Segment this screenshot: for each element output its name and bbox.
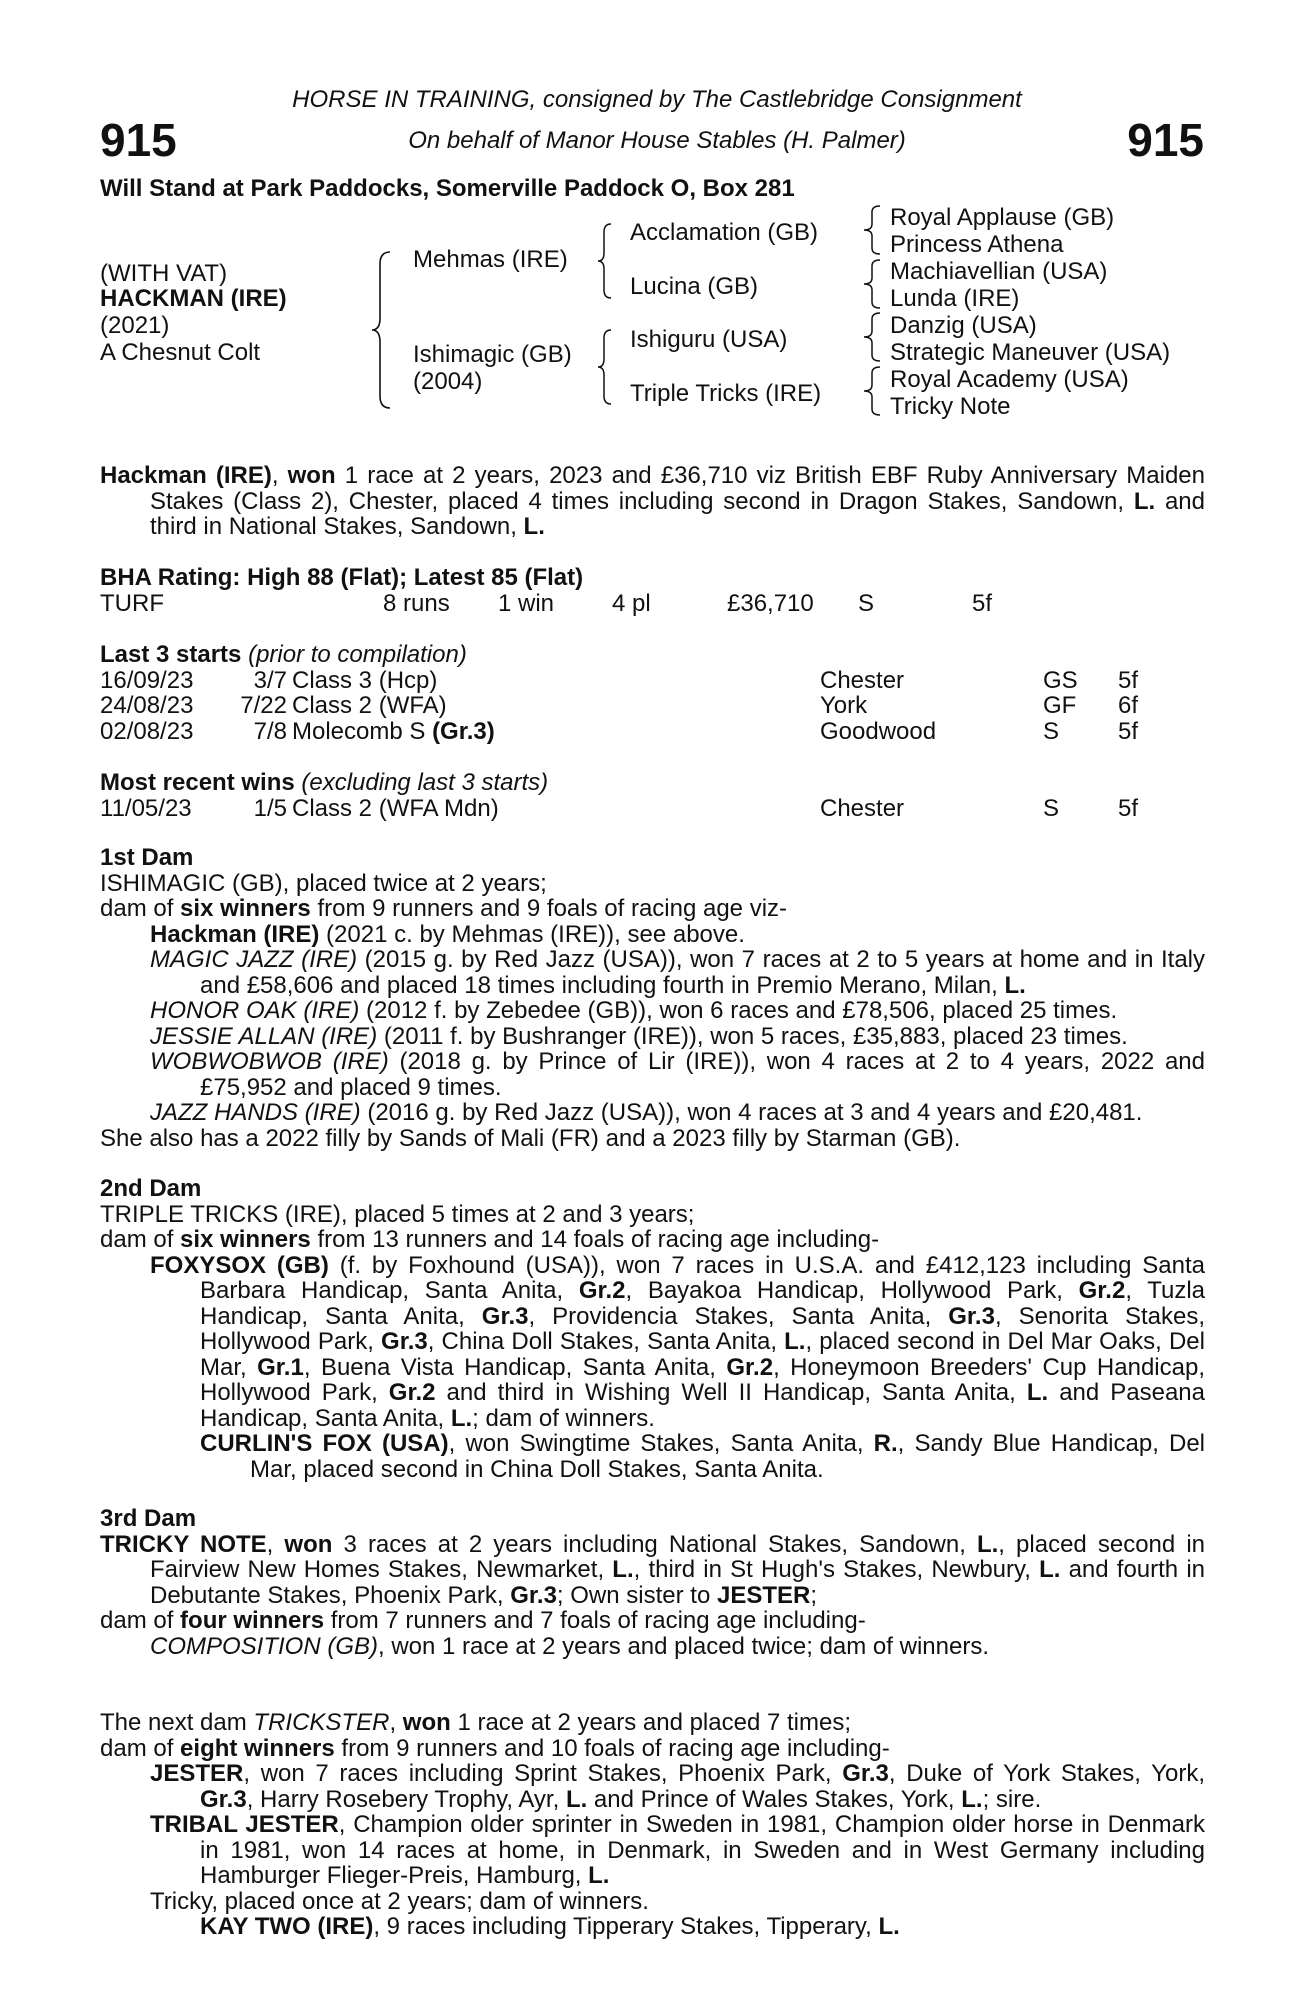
g: Gr.3	[948, 1302, 995, 1330]
rating-wins: 1 win	[498, 589, 555, 617]
win-row: 11/05/23 1/5 Class 2 (WFA Mdn) Chester S 5f	[100, 794, 1139, 822]
winners-count: eight winners	[180, 1734, 335, 1762]
g: L.	[878, 1913, 900, 1940]
brace-dam	[596, 328, 614, 406]
t: , Buena Vista Handicap, Santa Anita,	[303, 1353, 727, 1381]
sire-dam: Lucina (GB)	[630, 273, 759, 300]
offspring-entry	[100, 1253, 1205, 1432]
rating-runs: 8 runs	[383, 589, 450, 617]
offspring-name: HONOR OAK (IRE)	[150, 997, 360, 1024]
offspring-name: FOXYSOX (GB)	[150, 1251, 329, 1279]
t: , Champion older sprinter in Sweden in 1981, Champion older horse in Denmark in 1981, won 14 races at home, in Denmark, in Sweden and in West Germany including Hamburger Flieger-Preis, Hamburg,	[200, 1811, 1205, 1889]
t: , Duke of York Stakes, York,	[888, 1760, 1205, 1787]
offspring-name: JESSIE ALLAN (IRE)	[150, 1022, 378, 1050]
text: dam of	[100, 1607, 181, 1634]
ped-dsd: Strategic Maneuver (USA)	[890, 339, 1171, 366]
g: Gr.2	[1078, 1277, 1126, 1304]
offspring-text: (2016 g. by Red Jazz (USA)), won 4 races at 3 and 4 years and £20,481.	[360, 1099, 1143, 1126]
offspring-entry	[100, 1761, 1205, 1812]
lot-number-left: 915	[100, 114, 177, 166]
sire-sire: Acclamation (GB)	[630, 219, 819, 246]
win-date: 11/05/23	[100, 794, 192, 822]
vat-note: (WITH VAT)	[100, 260, 228, 287]
dam-name: Ishimagic (GB)	[413, 341, 572, 368]
offspring-name: JAZZ HANDS (IRE)	[150, 1099, 361, 1126]
rating-placed: 4 pl	[612, 589, 651, 617]
first-dam-produce-line	[100, 896, 1205, 922]
offspring-name: KAY TWO (IRE)	[200, 1913, 374, 1940]
offspring-name: WOBWOBWOB (IRE)	[150, 1048, 389, 1075]
horse-description: A Chesnut Colt	[100, 339, 261, 366]
summary-listed-2: L.	[523, 513, 545, 540]
recent-wins-section	[100, 770, 1205, 821]
t: and Paseana Handicap, Santa Anita,	[200, 1379, 1205, 1432]
third-dam-line: TRICKY NOTE, won 3 races at 2 years including National Stakes, Sandown, L., placed second in Fairview New Homes Stakes, Newmarket, L., third in St Hugh's Stakes, Newbury, L. and fourth in Debutante Stakes, Phoenix Park, Gr.3; Own sister to JESTER;	[100, 1530, 1206, 1609]
first-dam-title: 1st Dam	[100, 844, 194, 871]
summary-horse-name: Hackman (IRE)	[100, 462, 272, 489]
start-distance: 6f	[1118, 692, 1139, 719]
t: ,	[389, 1709, 403, 1736]
t: , won 7 races including Sprint Stakes, Phoenix Park,	[243, 1760, 843, 1787]
start-distance: 5f	[1118, 666, 1139, 694]
offspring-name: Hackman (IRE)	[150, 920, 320, 948]
start-race-grade: (Gr.3)	[432, 717, 495, 745]
horse-name: HACKMAN (IRE)	[100, 285, 287, 312]
start-course: Goodwood	[820, 717, 937, 745]
rating-section	[100, 565, 1205, 616]
last-starts-note: (prior to compilation)	[241, 641, 467, 668]
brace-ds	[862, 311, 884, 363]
g: R.	[873, 1430, 898, 1457]
start-race-text: Class 2 (WFA)	[292, 692, 447, 719]
vendor-line: On behalf of Manor House Stables (H. Palmer)	[408, 127, 906, 154]
ped-ssd: Princess Athena	[890, 231, 1064, 258]
first-dam-section	[100, 845, 1205, 1151]
offspring-entry	[100, 947, 1205, 998]
g: L.	[588, 1862, 610, 1889]
rating-title: BHA Rating: High 88 (Flat); Latest 85 (Flat)	[100, 564, 584, 591]
g: Gr.3	[510, 1581, 557, 1609]
offspring-entry	[100, 1634, 1205, 1660]
summary-listed-1: L.	[1133, 487, 1156, 515]
win-going: S	[1043, 794, 1060, 822]
t: , Tuzla Handicap, Santa Anita,	[200, 1277, 1206, 1330]
g: L.	[784, 1328, 806, 1355]
last-starts-section	[100, 642, 1205, 744]
ped-sdd: Lunda (IRE)	[890, 285, 1020, 312]
dam-sire: Ishiguru (USA)	[630, 326, 788, 353]
brace-sd	[862, 258, 884, 310]
start-race	[292, 719, 495, 745]
first-dam-also: She also has a 2022 filly by Sands of Mali (FR) and a 2023 filly by Starman (GB).	[100, 1124, 961, 1152]
start-date: 16/09/23	[100, 666, 194, 694]
t: , 9 races including Tipperary Stakes, Tipperary,	[373, 1913, 879, 1940]
t: , placed second in Fairview New Homes Stakes, Newmarket,	[150, 1530, 1206, 1583]
winners-count: six winners	[180, 1226, 311, 1253]
start-distance: 5f	[1118, 717, 1139, 745]
t: , Bayakoa Handicap, Hollywood Park,	[625, 1277, 1079, 1304]
start-going: GF	[1043, 692, 1077, 719]
t: , Providencia Stakes, Santa Anita,	[528, 1302, 949, 1330]
second-dam-line: TRIPLE TRICKS (IRE), placed 5 times at 2 and 3 years;	[100, 1200, 695, 1228]
ped-sds: Machiavellian (USA)	[890, 258, 1108, 285]
text: dam of	[100, 1226, 181, 1253]
last-starts-heading	[100, 642, 1205, 668]
stand-location: Will Stand at Park Paddocks, Somerville Paddock O, Box 281	[100, 175, 795, 202]
second-dam-produce-line	[100, 1227, 1205, 1253]
ped-sss: Royal Applause (GB)	[890, 204, 1115, 231]
offspring-text: (2021 c. by Mehmas (IRE)), see above.	[319, 920, 745, 948]
g: L.	[450, 1404, 473, 1432]
start-date: 02/08/23	[100, 717, 194, 745]
start-going: S	[1043, 717, 1060, 745]
next-dam-section	[100, 1710, 1205, 1940]
t: , Senorita Stakes, Hollywood Park,	[200, 1302, 1206, 1355]
start-course: York	[820, 692, 868, 719]
start-row: 16/09/23 3/7 Class 3 (Hcp) Chester GS 5f	[100, 666, 1139, 694]
dam-dam: Triple Tricks (IRE)	[630, 380, 822, 407]
offspring-name: CURLIN'S FOX (USA)	[200, 1430, 449, 1457]
offspring-entry	[100, 1049, 1205, 1100]
offspring-name: JESTER	[150, 1760, 244, 1787]
g: Gr.2	[726, 1353, 774, 1381]
start-race-text: Class 3 (Hcp)	[292, 666, 438, 694]
text: from 7 runners and 7 foals of racing age including-	[324, 1607, 866, 1634]
t: and fourth in Debutante Stakes, Phoenix Park,	[150, 1556, 1206, 1609]
offspring-text: (2015 g. by Red Jazz (USA)), won 7 races at 2 to 5 years at home and in Italy and £58,606 and placed 18 times including fourth in Premio Merano, Milan,	[200, 946, 1206, 999]
t: ; dam of winners.	[472, 1404, 655, 1432]
offspring-text: (2012 f. by Zebedee (GB)), won 6 races and £78,506, placed 25 times.	[359, 997, 1118, 1024]
sire-name: Mehmas (IRE)	[413, 246, 568, 273]
brace-ss	[862, 204, 884, 256]
win-distance: 5f	[1118, 794, 1139, 822]
offspring-entry	[100, 1812, 1205, 1889]
t: and third in Wishing Well II Handicap, Santa Anita,	[435, 1379, 1027, 1406]
text: from 9 runners and 9 foals of racing age viz-	[310, 895, 788, 922]
offspring-entry	[100, 922, 1205, 948]
start-race	[292, 668, 437, 694]
lot-number-right: 915	[1127, 114, 1204, 166]
t: , won Swingtime Stakes, Santa Anita,	[448, 1430, 874, 1457]
brace-main	[370, 250, 394, 410]
t: , third in St Hugh's Stakes, Newbury,	[633, 1556, 1040, 1583]
start-row: 24/08/23 7/22 Class 2 (WFA) York GF 6f	[100, 692, 1139, 719]
ped-dss: Danzig (USA)	[890, 312, 1037, 339]
rating-row	[100, 591, 1205, 617]
dam-year: (2004)	[413, 368, 483, 395]
brace-dd	[862, 365, 884, 417]
recent-wins-heading	[100, 770, 1205, 796]
brace-sire	[596, 222, 614, 300]
start-race	[292, 693, 447, 719]
g: L.	[976, 1530, 999, 1558]
rating-earnings: £36,710	[727, 589, 814, 617]
offspring-entry	[100, 998, 1205, 1024]
text: dam of	[100, 1734, 181, 1762]
offspring-entry	[100, 1914, 1205, 1940]
start-date: 24/08/23	[100, 692, 194, 719]
t: , Sandy Blue Handicap, Del Mar, placed second in China Doll Stakes, Santa Anita.	[250, 1430, 1206, 1483]
g: Gr.3	[842, 1760, 889, 1787]
text: from 13 runners and 14 foals of racing age including-	[310, 1226, 880, 1253]
next-dam-line	[100, 1710, 1205, 1736]
offspring-name: TRIBAL JESTER	[150, 1811, 339, 1838]
t: , Harry Rosebery Trophy, Ayr,	[246, 1785, 566, 1813]
offspring-entry	[100, 1100, 1205, 1126]
offspring-text: (2018 g. by Prince of Lir (IRE)), won 4 races at 2 to 4 years, 2022 and £75,952 and placed 9 times.	[200, 1048, 1205, 1101]
g: L.	[1039, 1556, 1061, 1583]
t: 1 race at 2 years and placed 7 times;	[450, 1709, 851, 1736]
summary-text-b: and third in National Stakes, Sandown,	[150, 487, 1205, 540]
rating-going: S	[858, 589, 875, 617]
t: , placed second in Del Mar Oaks, Del Mar,	[200, 1328, 1205, 1381]
start-row: 02/08/23 7/8 Molecomb S (Gr.3) Goodwood S 5f	[100, 717, 1139, 745]
offspring-entry	[100, 1024, 1205, 1050]
third-dam-section	[100, 1506, 1205, 1659]
offspring-name: COMPOSITION (GB)	[150, 1632, 378, 1660]
start-course: Chester	[820, 666, 905, 694]
winners-count: four winners	[180, 1607, 325, 1634]
g: Gr.1	[257, 1353, 304, 1381]
text: from 9 runners and 10 foals of racing age including-	[334, 1734, 890, 1762]
start-race-text: Molecomb S	[292, 717, 433, 745]
offspring-text: (2011 f. by Bushranger (IRE)), won 5 races, £35,883, placed 23 times.	[377, 1022, 1128, 1050]
offspring-name: MAGIC JAZZ (IRE)	[150, 946, 358, 973]
consignment-line: HORSE IN TRAINING, consigned by The Castlebridge Consignment	[292, 86, 1022, 113]
win-race: Class 2 (WFA Mdn)	[292, 794, 499, 822]
t: , China Doll Stakes, Santa Anita,	[427, 1328, 785, 1355]
start-going: GS	[1043, 666, 1078, 694]
listed-mark: L.	[1004, 971, 1026, 999]
t: and Prince of Wales Stakes, York,	[587, 1785, 962, 1813]
g: Gr.2	[578, 1277, 626, 1304]
winners-count: six winners	[180, 895, 311, 922]
rating-surface: TURF	[100, 589, 164, 617]
dam-name: TRICKY NOTE	[100, 1530, 267, 1558]
win-course: Chester	[820, 794, 905, 822]
t: ; Own sister to	[556, 1581, 717, 1609]
offspring-entry	[100, 1431, 1205, 1482]
g: L.	[565, 1785, 588, 1813]
recent-wins-title: Most recent wins	[100, 769, 295, 796]
g: Gr.3	[200, 1785, 247, 1813]
next-dam-produce-line	[100, 1736, 1205, 1762]
sibling-name: JESTER	[716, 1581, 811, 1609]
g: Gr.3	[481, 1302, 529, 1330]
recent-wins-note: (excluding last 3 starts)	[294, 769, 549, 796]
rating-distance: 5f	[972, 589, 993, 617]
ped-dds: Royal Academy (USA)	[890, 366, 1129, 393]
race-summary	[100, 463, 1205, 540]
t: The next dam	[100, 1709, 254, 1736]
second-dam-title: 2nd Dam	[100, 1175, 202, 1202]
third-dam-produce-line	[100, 1608, 1205, 1634]
summary-won: won	[287, 462, 336, 489]
tricky-line: Tricky, placed once at 2 years; dam of winners.	[150, 1887, 649, 1915]
g: L.	[612, 1556, 634, 1583]
first-dam-line: ISHIMAGIC (GB), placed twice at 2 years;	[100, 869, 547, 897]
offspring-text: , won 1 race at 2 years and placed twice; dam of winners.	[378, 1632, 989, 1660]
second-dam-section	[100, 1176, 1205, 1482]
t: (f. by Foxhound (USA)), won 7 races in U.S.A. and £412,123 including Santa Barbara Handicap, Santa Anita,	[200, 1251, 1205, 1304]
dam-name: TRICKSTER	[253, 1709, 390, 1736]
summary-paragraph: Hackman (IRE), won 1 race at 2 years, 2023 and £36,710 viz British EBF Ruby Anniversary Maiden Stakes (Class 2), Chester, placed 4 times including second in Dragon Stakes, Sandown, L. and third in National Stakes, Sandown, L.	[100, 462, 1206, 540]
won: won	[284, 1530, 333, 1558]
t: 3 races at 2 years including National Stakes, Sandown,	[332, 1530, 977, 1558]
third-dam-title: 3rd Dam	[100, 1505, 197, 1532]
g: Gr.3	[381, 1328, 428, 1355]
text: dam of	[100, 895, 181, 922]
won: won	[402, 1709, 451, 1736]
g: Gr.2	[388, 1379, 436, 1406]
t: , Honeymoon Breeders' Cup Handicap, Hollywood Park,	[200, 1353, 1205, 1406]
ped-ddd: Tricky Note	[890, 393, 1011, 420]
g: L.	[961, 1785, 983, 1813]
horse-year: (2021)	[100, 312, 170, 339]
t: ; sire.	[982, 1785, 1042, 1813]
last-starts-title: Last 3 starts	[100, 641, 242, 668]
g: L.	[1026, 1379, 1049, 1406]
summary-text-a: 1 race at 2 years, 2023 and £36,710 viz British EBF Ruby Anniversary Maiden Stakes (Class 2), Chester, placed 4 times including second in Dragon Stakes, Sandown,	[150, 462, 1206, 515]
